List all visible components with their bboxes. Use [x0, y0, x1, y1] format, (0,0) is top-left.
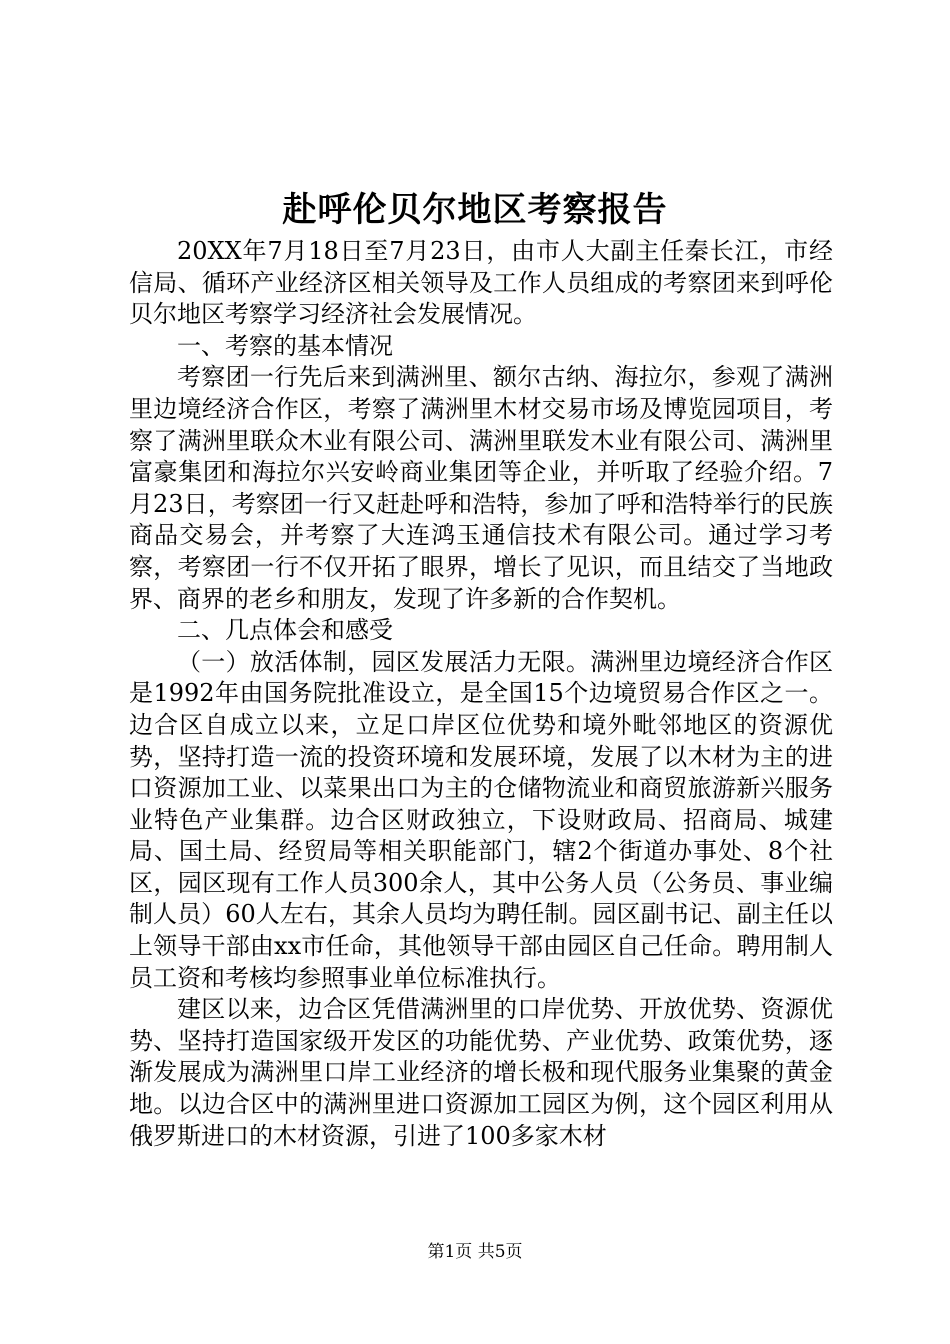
section-heading-experiences: 二、几点体会和感受 [177, 616, 393, 645]
page-footer: 第1页 共5页 [427, 1242, 523, 1262]
paragraph-experience-one: （一）放活体制，园区发展活力无限。满洲里边境经济合作区是1992年由国务院批准设立，是全国15个边境贸易合作区之一。边合区自成立以来，立足口岸区位优势和境外毗邻地区的资源优势，坚持打造一流的投资环境和发展环境，发展了以木材为主的进口资源加工业、以菜果出口为主的仓储物流业和商贸旅游新兴服务业特色产业集群。边合区财政独立，下设财政局、招商局、城建局、国土局、经贸局等相关职能部门，辖2个街道办事处、8个社区，园区现有工作人员300余人，其中公务人员（公务员、事业编制人员）60人左右，其余人员均为聘任制。园区副书记、副主任以上领导干部由xx市任命，其他领导干部由园区自己任命。聘用制人员工资和考核均参照事业单位标准执行。 [129, 647, 833, 992]
paragraph-development: 建区以来，边合区凭借满洲里的口岸优势、开放优势、资源优势、坚持打造国家级开发区的功能优势、产业优势、政策优势，逐渐发展成为满洲里口岸工业经济的增长极和现代服务业集聚的黄金地。以边合区中的满洲里进口资源加工园区为例，这个园区利用从俄罗斯进口的木材资源，引进了100多家木材 [129, 995, 833, 1150]
section-heading-basic-situation: 一、考察的基本情况 [177, 331, 393, 360]
document-body [129, 236, 833, 1152]
document-title: 赴呼伦贝尔地区考察报告 [282, 190, 668, 230]
paragraph-basic-situation: 考察团一行先后来到满洲里、额尔古纳、海拉尔，参观了满洲里边境经济合作区，考察了满洲里木材交易市场及博览园项目，考察了满洲里联众木业有限公司、满洲里联发木业有限公司、满洲里富豪集团和海拉尔兴安岭商业集团等企业，并听取了经验介绍。7月23日，考察团一行又赶赴呼和浩特，参加了呼和浩特举行的民族商品交易会，并考察了大连鸿玉通信技术有限公司。通过学习考察，考察团一行不仅开拓了眼界，增长了见识，而且结交了当地政界、商界的老乡和朋友，发现了许多新的合作契机。 [129, 363, 833, 613]
paragraph-intro: 20XX年7月18日至7月23日，由市人大副主任秦长江，市经信局、循环产业经济区相关领导及工作人员组成的考察团来到呼伦贝尔地区考察学习经济社会发展情况。 [129, 237, 833, 329]
